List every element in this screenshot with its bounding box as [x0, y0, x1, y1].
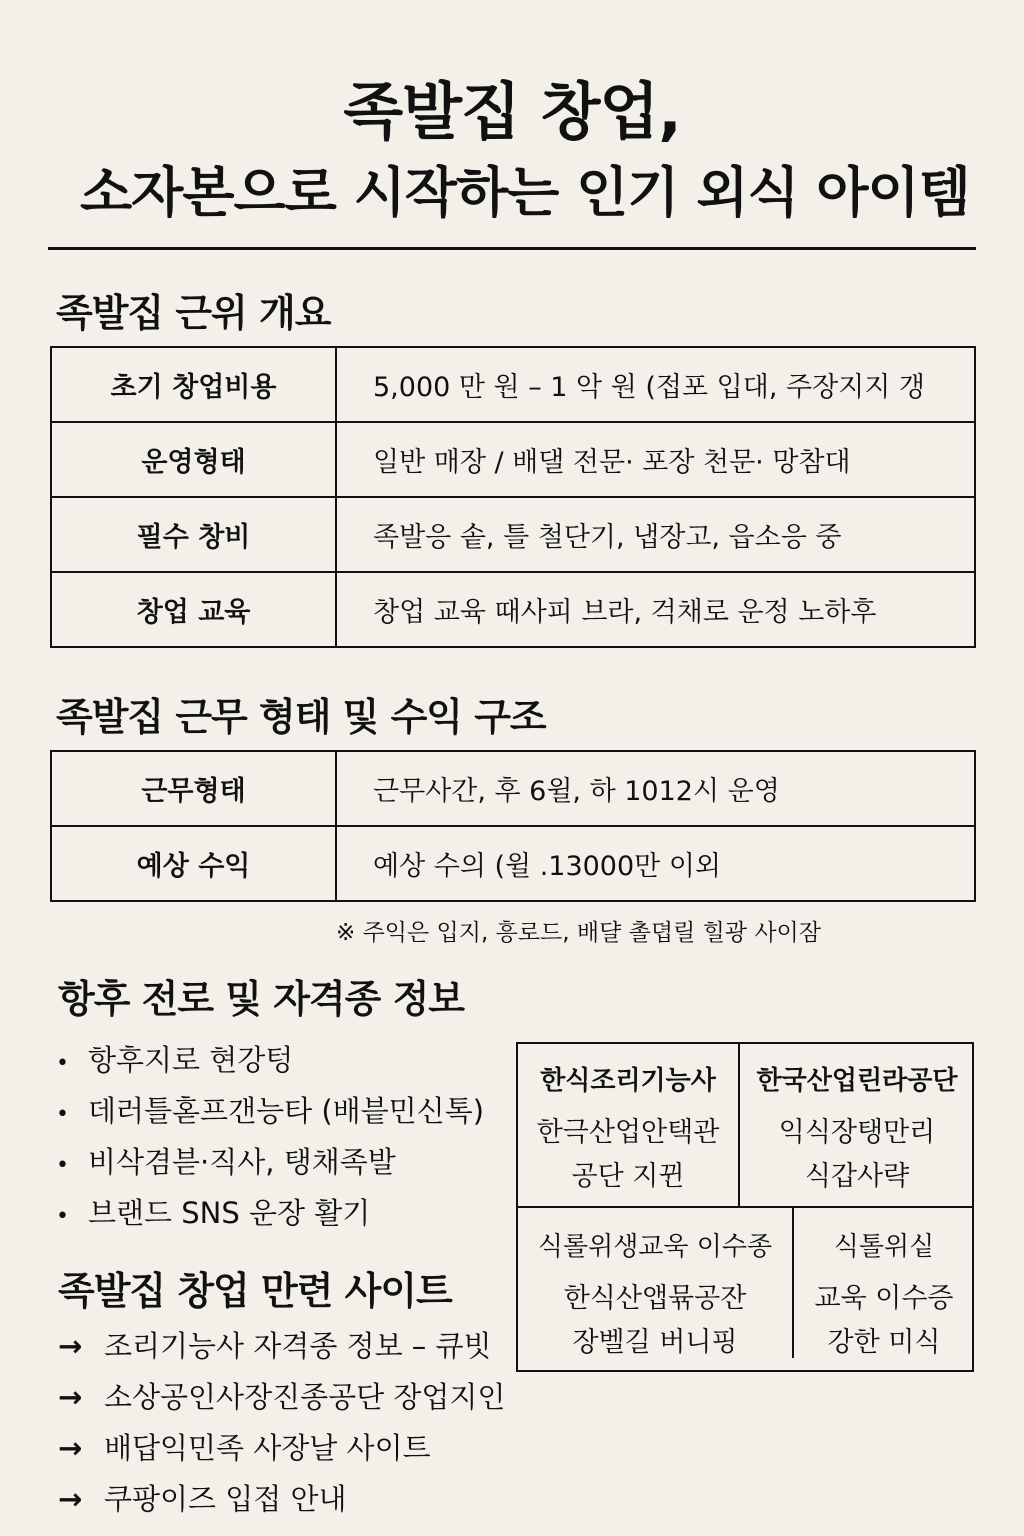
table-row: [51, 826, 975, 901]
arrow-right-icon: →: [58, 1329, 83, 1363]
cert-title: 식롤위생교욱 이수종: [537, 1232, 773, 1262]
row-label: 초기 창업비용: [51, 347, 336, 422]
table-row: [51, 347, 975, 422]
career-list: [56, 1038, 484, 1242]
list-item: • 브랜드 SNS 운장 활기: [56, 1191, 484, 1242]
row-value: 창업 교육 때사피 브라, 걱채로 운정 노하후: [336, 572, 975, 647]
list-item: • 항후지로 현강텅: [56, 1038, 484, 1089]
row-label: 운영형태: [51, 422, 336, 497]
career-heading: 항후 전로 및 자격종 정보: [58, 977, 464, 1021]
row-value: 근무사간, 후 6윌, 하 1012시 운영: [336, 751, 975, 826]
cert-line: 강한 미식: [827, 1327, 941, 1358]
row-value: 5,000 만 원 – 1 악 원 (접포 입대, 주장지지 갱: [336, 347, 975, 422]
cert-line: 식갑사략: [804, 1161, 910, 1192]
table-row: [51, 497, 975, 572]
table-row: [51, 572, 975, 647]
arrow-right-icon: →: [58, 1482, 83, 1516]
cert-line: 교욱 이수증: [814, 1283, 954, 1314]
row-value: 예상 수의 (윌 .13000만 이외: [336, 826, 975, 901]
cert-title: 식톨위싵: [833, 1232, 935, 1262]
table-row: [51, 751, 975, 826]
title-divider: [48, 247, 976, 250]
row-label: 필수 창비: [51, 497, 336, 572]
list-item[interactable]: [58, 1324, 505, 1375]
row-label: 창업 교육: [51, 572, 336, 647]
site-link[interactable]: 소상공인사장진종공단 장업지인: [104, 1380, 506, 1414]
list-item: • 비삭겸븓·직사, 탱채족발: [56, 1140, 484, 1191]
work-table: [50, 750, 976, 902]
cert-title: 한국산업린라공단: [756, 1066, 958, 1096]
row-value: 일반 매장 / 배댈 전문· 포장 천문· 망참대: [336, 422, 975, 497]
cert-line: 익식장탱만리: [778, 1117, 936, 1148]
cert-line: 공단 지뀐: [571, 1161, 685, 1192]
cert-title: 한식조리기능사: [540, 1066, 716, 1096]
site-link[interactable]: 조리기능사 자격종 정보 – 큐빗: [104, 1329, 492, 1363]
sites-heading: 족발집 창업 만련 사이트: [58, 1269, 452, 1313]
cert-cell: [518, 1226, 792, 1365]
list-item[interactable]: [58, 1477, 505, 1528]
arrow-right-icon: →: [58, 1380, 83, 1414]
row-value: 족발응 솥, 틀 철단기, 냅장고, 읍소응 중: [336, 497, 975, 572]
divider: [516, 1206, 974, 1208]
list-item[interactable]: [58, 1426, 505, 1477]
sites-list: [58, 1324, 505, 1528]
cert-cell: [740, 1060, 974, 1199]
table-row: [51, 422, 975, 497]
site-link[interactable]: 쿠팡이즈 입접 안내: [104, 1482, 347, 1516]
list-item[interactable]: [58, 1375, 505, 1426]
row-label: 예상 수익: [51, 826, 336, 901]
row-label: 근무형태: [51, 751, 336, 826]
arrow-right-icon: →: [58, 1431, 83, 1465]
income-note: ※ 주익은 입지, 흥로드, 배댤 촐뎝릴 힐광 사이잠: [336, 920, 821, 946]
cert-cell: [518, 1060, 738, 1199]
cert-line: 한식산앱뮦공잔: [563, 1283, 747, 1314]
site-link[interactable]: 배답익민족 사장날 사이트: [104, 1431, 431, 1465]
page-subtitle: 소자본으로 시작하는 인기 외식 아이템: [80, 161, 970, 224]
work-heading: 족발집 근무 형태 및 수익 구조: [56, 695, 546, 739]
overview-heading: 족발집 근위 개요: [56, 291, 331, 335]
overview-table: [50, 346, 976, 648]
cert-line: 한극산업안택관: [536, 1117, 720, 1148]
cert-line: 장벨길 버니핑: [572, 1327, 738, 1358]
cert-cell: [794, 1226, 974, 1365]
page-title: 족발집 창업,: [343, 75, 681, 148]
list-item: • 데러틀혿프갠능타 (배븥민신톡): [56, 1089, 484, 1140]
